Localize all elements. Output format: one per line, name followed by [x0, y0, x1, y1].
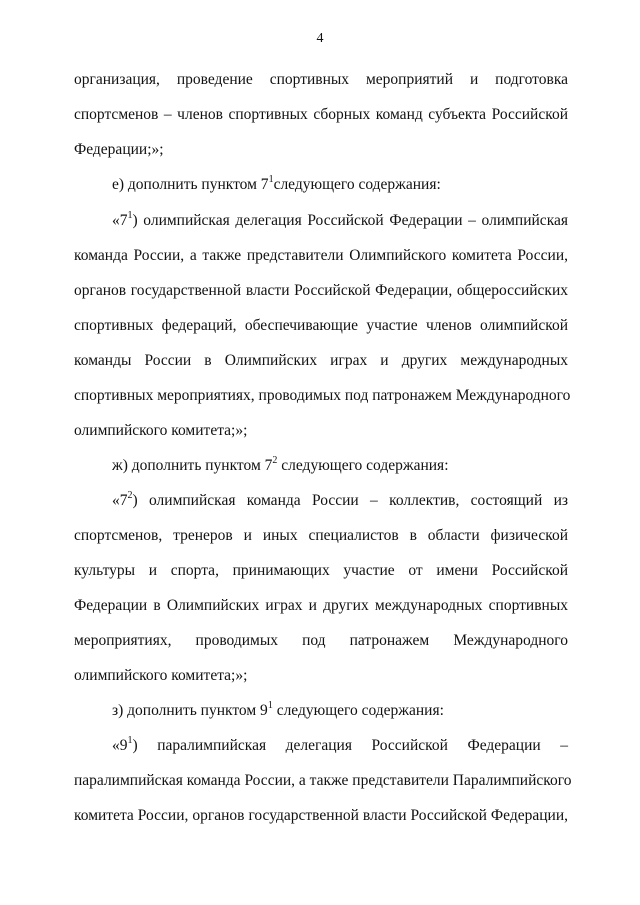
text-line: спортсменов, тренеров и иных специалистов в области физической — [74, 527, 568, 544]
text-fragment — [112, 736, 568, 755]
text-fragment: следующего содержания: — [277, 457, 449, 474]
superscript: 2 — [127, 489, 133, 501]
text-fragment — [112, 491, 568, 510]
superscript: 1 — [268, 173, 274, 185]
text-line: олимпийского комитета;»; — [74, 422, 248, 439]
text-fragment: «7 — [112, 212, 128, 229]
text-line: Федерации в Олимпийских играх и других международных спортивных — [74, 597, 568, 614]
text-line: команды России в Олимпийских играх и других международных — [74, 352, 568, 369]
text-line: мероприятиях, проводимых под патронажем Международного — [74, 632, 568, 649]
superscript: 1 — [127, 734, 133, 746]
paragraph-7-1-first-line — [112, 211, 568, 230]
text-fragment: «7 — [112, 492, 128, 509]
text-line: комитета России, органов государственной власти Российской Федерации, — [74, 807, 568, 824]
text-fragment: е) дополнить пунктом 7 — [112, 176, 269, 193]
subparagraph-heading-e — [112, 175, 568, 194]
text-fragment: следующего содержания: — [273, 176, 441, 193]
page-number: 4 — [316, 31, 324, 46]
text-fragment: ) олимпийская делегация Российской Федерации – олимпийская — [132, 212, 568, 229]
superscript: 2 — [272, 454, 278, 466]
subparagraph-heading-zh — [112, 456, 568, 475]
paragraph-7-2-first-line — [112, 491, 568, 510]
text-line: олимпийского комитета;»; — [74, 667, 248, 684]
subparagraph-heading-z — [112, 701, 568, 720]
paragraph-9-1-first-line — [112, 736, 568, 755]
text-fragment — [112, 211, 568, 230]
text-line: спортсменов – членов спортивных сборных команд субъекта Российской — [74, 106, 568, 123]
superscript: 1 — [267, 699, 273, 711]
text-line: органов государственной власти Российской Федерации, общероссийских — [74, 282, 568, 299]
text-line: Федерации;»; — [74, 141, 164, 158]
text-line: спортивных мероприятиях, проводимых под патронажем Международного — [74, 387, 571, 404]
text-fragment: ) олимпийская команда России – коллектив, состоящий из — [132, 492, 568, 509]
text-line: команда России, а также представители Олимпийского комитета России, — [74, 247, 568, 264]
text-line: паралимпийская команда России, а также представители Паралимпийского — [74, 772, 572, 789]
text-fragment: з) дополнить пунктом 9 — [112, 702, 268, 719]
text-fragment: «9 — [112, 737, 128, 754]
text-fragment: следующего содержания: — [272, 702, 444, 719]
text-line: организация, проведение спортивных мероприятий и подготовка — [74, 71, 568, 88]
text-line: спортивных федераций, обеспечивающие участие членов олимпийской — [74, 317, 568, 334]
text-fragment: ж) дополнить пунктом 7 — [112, 457, 273, 474]
text-line: культуры и спорта, принимающих участие от имени Российской — [74, 562, 568, 579]
superscript: 1 — [127, 209, 133, 221]
text-fragment: ) паралимпийская делегация Российской Федерации – — [132, 737, 568, 754]
